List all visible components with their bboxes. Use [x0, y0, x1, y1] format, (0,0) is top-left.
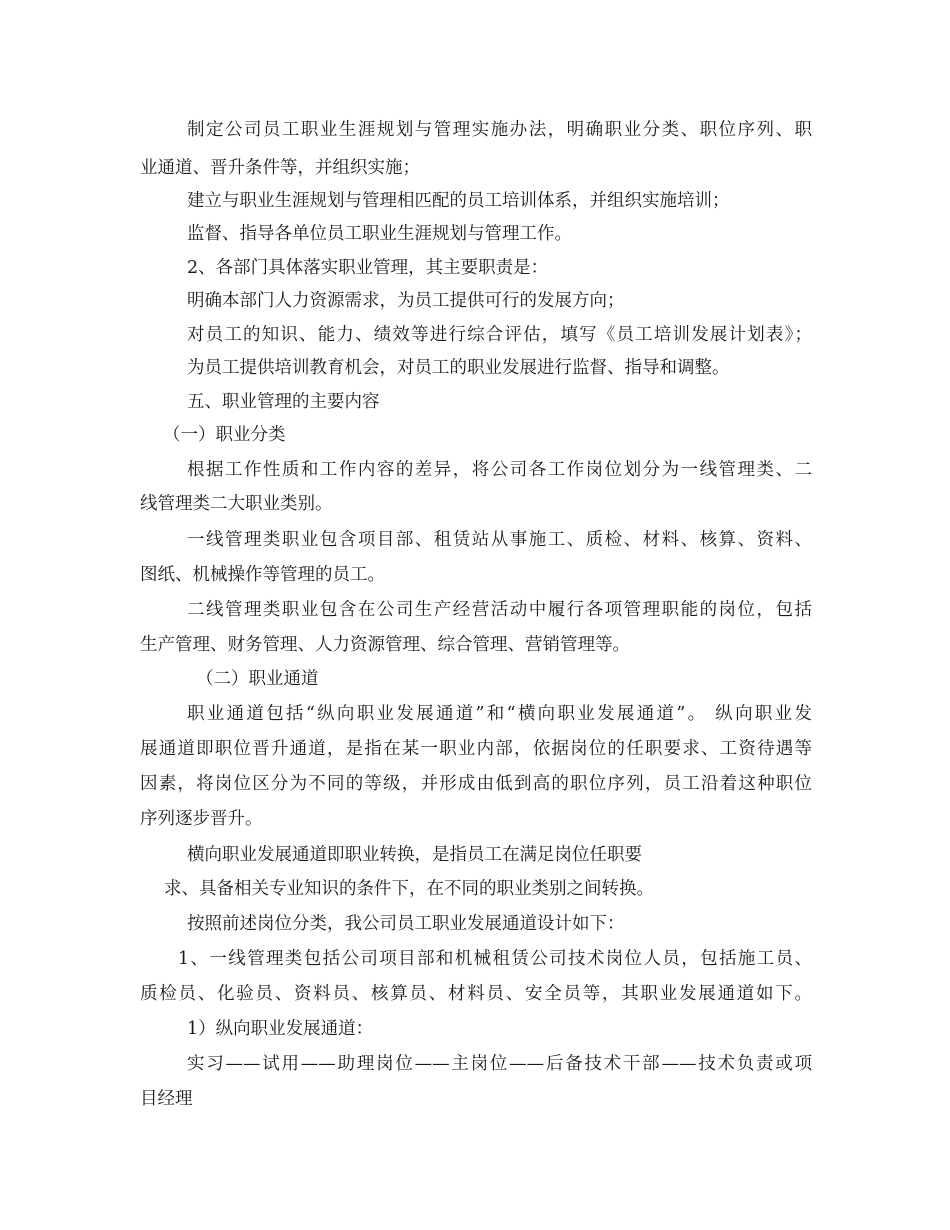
subsection-heading: （二）职业通道: [196, 669, 319, 689]
paragraph-line: 制定公司员工职业生涯规划与管理实施办法，明确职业分类、职位序列、职: [187, 120, 812, 140]
paragraph-line: 1）纵向职业发展通道：: [187, 1019, 374, 1039]
section-heading: 五、职业管理的主要内容: [187, 392, 380, 412]
paragraph-line: 横向职业发展通道即职业转换，是指员工在满足岗位任职要: [187, 845, 642, 865]
paragraph-line: 实习——试用——助理岗位——主岗位——后备技术干部——技术负责或项: [187, 1054, 812, 1074]
paragraph-line: 监督、指导各单位员工职业生涯规划与管理工作。: [187, 224, 572, 244]
paragraph-line: 目经理: [140, 1089, 193, 1109]
paragraph-line: 2、各部门具体落实职业管理，其主要职责是：: [187, 258, 549, 278]
paragraph-line: 因素，将岗位区分为不同的等级，并形成由低到高的职位序列，员工沿着这种职位: [140, 774, 812, 794]
paragraph-line: 为员工提供培训教育机会，对员工的职业发展进行监督、指导和调整。: [187, 358, 730, 378]
paragraph-line: 质检员、化验员、资料员、核算员、材料员、安全员等，其职业发展通道如下。: [140, 984, 812, 1004]
paragraph-line: 二线管理类职业包含在公司生产经营活动中履行各项管理职能的岗位，包括: [187, 600, 812, 620]
paragraph-line: 根据工作性质和工作内容的差异，将公司各工作岗位划分为一线管理类、二: [187, 460, 812, 480]
paragraph-line: 建立与职业生涯规划与管理相匹配的员工培训体系，并组织实施培训；: [187, 191, 730, 211]
paragraph-line: 展通道即职位晋升通道，是指在某一职业内部，依据岗位的任职要求、工资待遇等: [140, 739, 812, 759]
paragraph-line: 对员工的知识、能力、绩效等进行综合评估，填写《员工培训发展计划表》；: [187, 325, 812, 345]
paragraph-line: 线管理类二大职业类别。: [140, 494, 333, 514]
paragraph-line: 按照前述岗位分类，我公司员工职业发展通道设计如下：: [187, 914, 625, 934]
subsection-heading: （一）职业分类: [163, 425, 286, 445]
paragraph-line: 生产管理、财务管理、人力资源管理、综合管理、营销管理等。: [140, 635, 630, 655]
paragraph-line: 求、具备相关专业知识的条件下，在不同的职业类别之间转换。: [164, 879, 654, 899]
paragraph-line: 一线管理类职业包含项目部、租赁站从事施工、质检、材料、核算、资料、: [187, 530, 812, 550]
paragraph-line: 图纸、机械操作等管理的员工。: [140, 565, 385, 585]
paragraph-line: 职业通道包括“纵向职业发展通道”和“横向职业发展通道”。 纵向职业发: [187, 704, 812, 724]
paragraph-line: 明确本部门人力资源需求，为员工提供可行的发展方向；: [187, 291, 625, 311]
paragraph-line: 1、一线管理类包括公司项目部和机械租赁公司技术岗位人员，包括施工员、: [178, 949, 812, 969]
paragraph-line: 序列逐步晋升。: [140, 809, 263, 829]
paragraph-line: 业通道、晋升条件等，并组织实施；: [140, 158, 420, 178]
